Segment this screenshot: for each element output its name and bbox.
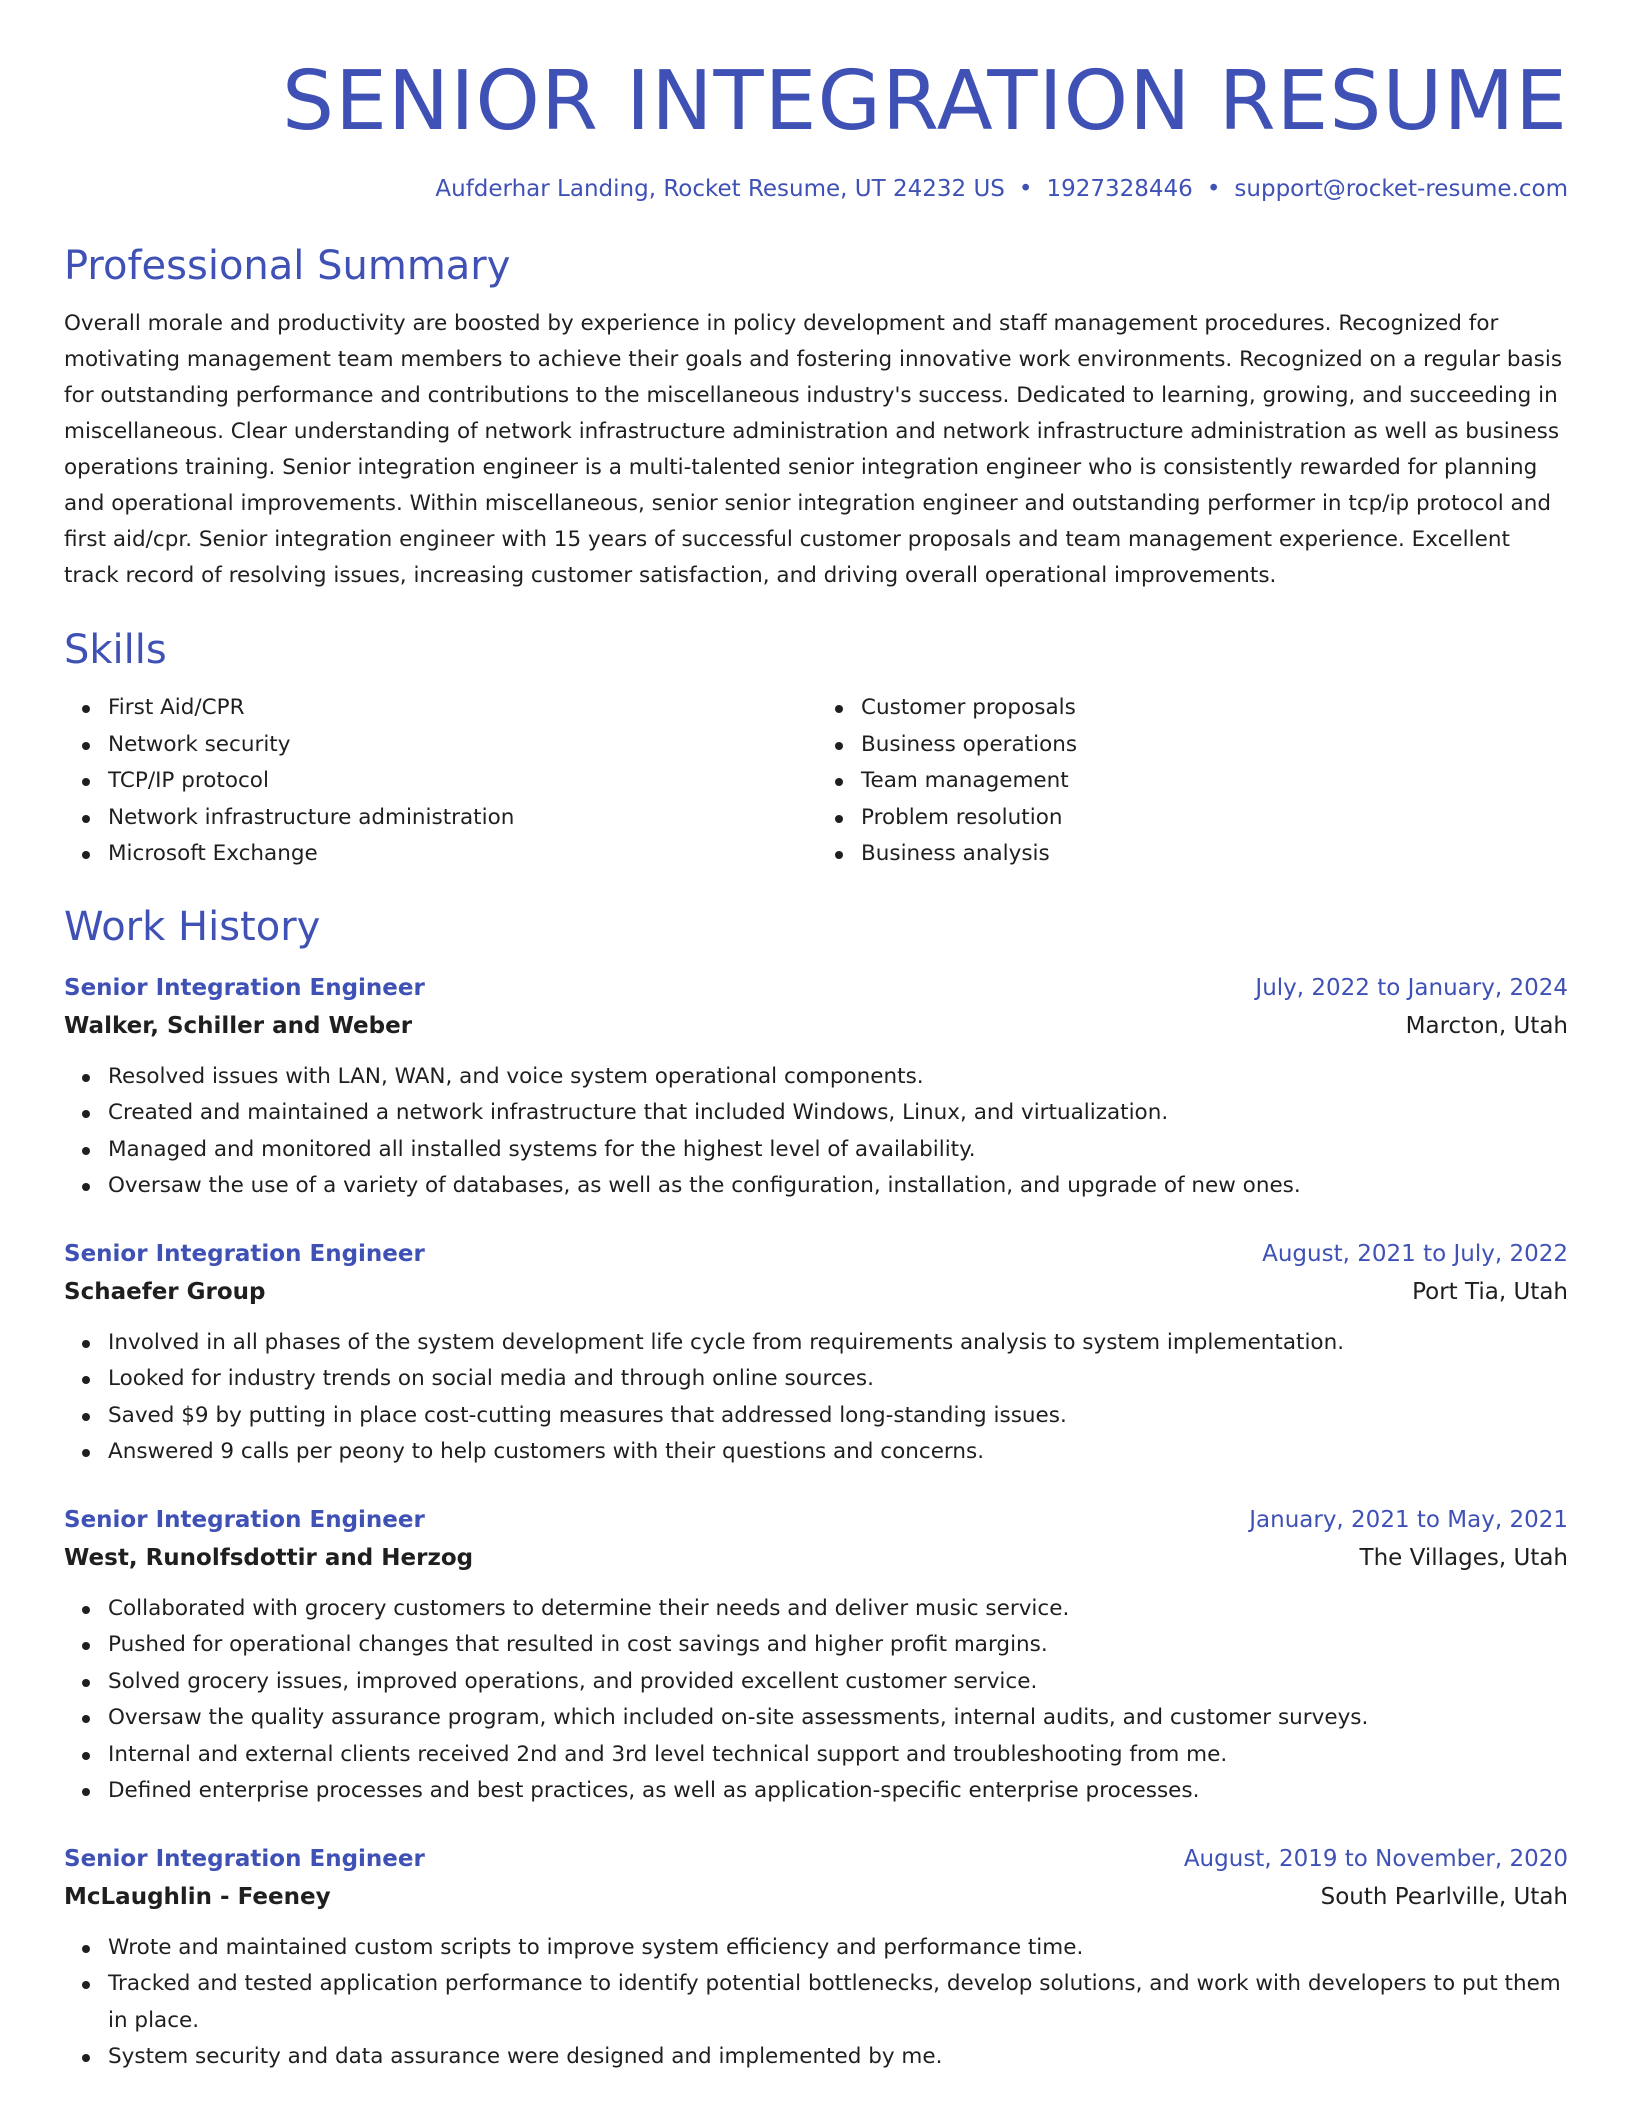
skills-column-left (64, 690, 815, 873)
resume-header (64, 0, 1568, 204)
contact-email[interactable]: support@rocket-resume.com (1234, 176, 1568, 202)
skill-item: Business operations (861, 727, 1568, 764)
job-title-row (64, 1235, 1568, 1273)
job-company: McLaughlin - Feeney (64, 1883, 331, 1910)
contact-phone: 1927328446 (1046, 176, 1193, 202)
job-dates: July, 2022 to January, 2024 (1255, 974, 1568, 1001)
job-bullet: Pushed for operational changes that resulted in cost savings and higher profit margins. (108, 1627, 1568, 1664)
job-bullet: System security and data assurance were designed and implemented by me. (108, 2039, 1568, 2076)
job-location: South Pearlville, Utah (1320, 1883, 1568, 1910)
job-company-row (64, 1273, 1568, 1311)
job-company: West, Runolfsdottir and Herzog (64, 1544, 474, 1571)
skill-item: Network infrastructure administration (108, 800, 815, 837)
job-bullet: Looked for industry trends on social media and through online sources. (108, 1361, 1568, 1398)
contact-separator: • (1206, 176, 1221, 202)
job-bullet: Tracked and tested application performance to identify potential bottlenecks, develop solutions, and work with developers to put them in place. (108, 1966, 1568, 2039)
skills-heading: Skills (64, 627, 167, 673)
job-title: Senior Integration Engineer (64, 974, 425, 1001)
skill-item: Problem resolution (861, 800, 1568, 837)
job-company-row (64, 1539, 1568, 1577)
job-title-row (64, 969, 1568, 1007)
job-bullet: Internal and external clients received 2nd and 3rd level technical support and troubleshooting from me. (108, 1737, 1568, 1774)
skill-item: Business analysis (861, 836, 1568, 873)
job-location: Port Tia, Utah (1412, 1278, 1568, 1305)
job-bullet: Managed and monitored all installed systems for the highest level of availability. (108, 1132, 1568, 1169)
work-history-heading: Work History (64, 903, 321, 950)
job-entry (64, 1840, 1568, 2076)
resume-title: SENIOR INTEGRATION RESUME (282, 54, 1568, 149)
job-entry (64, 1235, 1568, 1471)
job-bullet: Oversaw the use of a variety of databases, as well as the configuration, installation, and upgrade of new ones. (108, 1168, 1568, 1205)
contact-separator: • (1018, 176, 1033, 202)
job-bullets (64, 1325, 1568, 1471)
job-bullet: Oversaw the quality assurance program, which included on-site assessments, internal audits, and customer surveys. (108, 1700, 1568, 1737)
contact-line (64, 174, 1568, 204)
job-dates: January, 2021 to May, 2021 (1249, 1506, 1568, 1533)
job-dates: August, 2021 to July, 2022 (1262, 1240, 1568, 1267)
job-bullet: Answered 9 calls per peony to help customers with their questions and concerns. (108, 1434, 1568, 1471)
job-location: The Villages, Utah (1359, 1544, 1568, 1571)
job-bullets (64, 1591, 1568, 1810)
job-bullets (64, 1930, 1568, 2076)
skill-item: TCP/IP protocol (108, 763, 815, 800)
job-company-row (64, 1007, 1568, 1045)
job-bullet: Defined enterprise processes and best practices, as well as application-specific enterprise processes. (108, 1773, 1568, 1810)
job-bullet: Created and maintained a network infrastructure that included Windows, Linux, and virtualization. (108, 1095, 1568, 1132)
job-company-row (64, 1878, 1568, 1916)
job-company: Walker, Schiller and Weber (64, 1012, 413, 1039)
job-bullet: Wrote and maintained custom scripts to improve system efficiency and performance time. (108, 1930, 1568, 1967)
skills-list (64, 690, 1568, 873)
job-title-row (64, 1840, 1568, 1878)
skill-item: Team management (861, 763, 1568, 800)
skill-item: Microsoft Exchange (108, 836, 815, 873)
job-bullets (64, 1059, 1568, 1205)
job-title: Senior Integration Engineer (64, 1845, 425, 1872)
job-title-row (64, 1501, 1568, 1539)
job-bullet: Resolved issues with LAN, WAN, and voice system operational components. (108, 1059, 1568, 1096)
skill-item: Network security (108, 727, 815, 764)
job-title: Senior Integration Engineer (64, 1240, 425, 1267)
skill-item: First Aid/CPR (108, 690, 815, 727)
job-bullet: Saved $9 by putting in place cost-cutting measures that addressed long-standing issues. (108, 1398, 1568, 1435)
job-dates: August, 2019 to November, 2020 (1183, 1845, 1568, 1872)
job-company: Schaefer Group (64, 1278, 266, 1305)
summary-text: Overall morale and productivity are boosted by experience in policy development and staff management procedures. Recognized for motivating management team members to achieve their goals and fostering innovative work environments. Recognized on a regular basis for outstanding performance and contributions to the miscellaneous industry's success. Dedicated to learning, growing, and succeeding in miscellaneous. Clear understanding of network infrastructure administration and network infrastructure administration as well as business operations training. Senior integration engineer is a multi-talented senior integration engineer who is consistently rewarded for planning and operational improvements. Within miscellaneous, senior senior integration engineer and outstanding performer in tcp/ip protocol and first aid/cpr. Senior integration engineer with 15 years of successful customer proposals and team management experience. Excellent track record of resolving issues, increasing customer satisfaction, and driving overall operational improvements. (64, 311, 1563, 588)
job-entry (64, 969, 1568, 1205)
job-location: Marcton, Utah (1405, 1012, 1568, 1039)
job-bullet: Involved in all phases of the system development life cycle from requirements analysis to system implementation. (108, 1325, 1568, 1362)
summary-heading: Professional Summary (64, 243, 511, 289)
job-title: Senior Integration Engineer (64, 1506, 425, 1533)
contact-address: Aufderhar Landing, Rocket Resume, UT 24232 US (435, 176, 1005, 202)
job-bullet: Collaborated with grocery customers to determine their needs and deliver music service. (108, 1591, 1568, 1628)
skills-column-right (815, 690, 1568, 873)
job-bullet: Solved grocery issues, improved operations, and provided excellent customer service. (108, 1664, 1568, 1701)
skill-item: Customer proposals (861, 690, 1568, 727)
job-entry (64, 1501, 1568, 1810)
